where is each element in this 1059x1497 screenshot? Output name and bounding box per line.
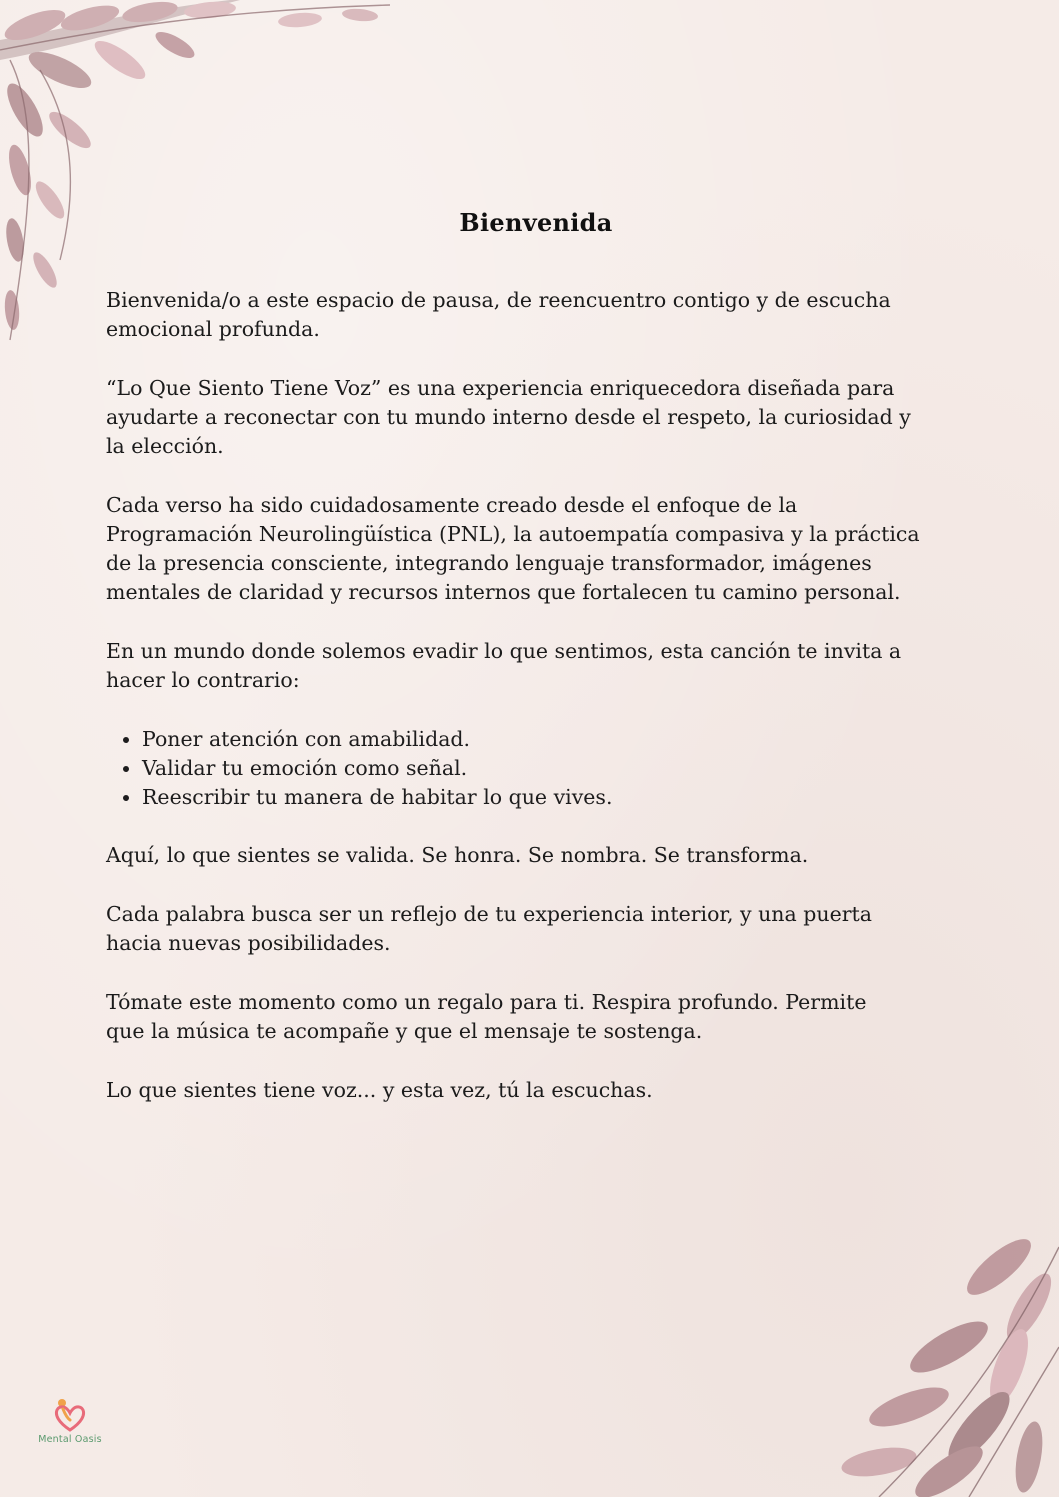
leaf-cluster-icon: [819, 1227, 1059, 1497]
list-item: • Validar tu emoción como señal.: [142, 754, 966, 783]
bullet-list: [106, 725, 966, 812]
paragraph: Cada verso ha sido cuidadosamente creado desde el enfoque de la Programación Neurolingüística (PNL), la autoempatía compasiva y la práctica de la presencia consciente, integrando lenguaje transformador, imágenes mentales de claridad y recursos internos que fortalecen tu camino personal.: [106, 493, 920, 604]
page-title: Bienvenida: [459, 208, 613, 237]
paragraph: Bienvenida/o a este espacio de pausa, de reencuentro contigo y de escucha emocional profunda.: [106, 288, 891, 341]
paragraph: Tómate este momento como un regalo para ti. Respira profundo. Permite que la música te acompañe y que el mensaje te sostenga.: [106, 990, 867, 1043]
heart-person-icon: [54, 1398, 86, 1432]
paragraph: En un mundo donde solemos evadir lo que sentimos, esta canción te invita a hacer lo contrario:: [106, 639, 902, 692]
paragraph: Aquí, lo que sientes se valida. Se honra. Se nombra. Se transforma.: [106, 843, 809, 867]
logo: [30, 1398, 110, 1450]
list-item: • Reescribir tu manera de habitar lo que vives.: [142, 783, 966, 812]
logo-label: Mental Oasis: [38, 1434, 102, 1445]
list-item: • Poner atención con amabilidad.: [142, 725, 966, 754]
paragraph: “Lo Que Siento Tiene Voz” es una experiencia enriquecedora diseñada para ayudarte a reconectar con tu mundo interno desde el respeto, la curiosidad y la elección.: [106, 376, 911, 458]
paragraph: Lo que sientes tiene voz... y esta vez, tú la escuchas.: [106, 1078, 653, 1102]
paragraph: Cada palabra busca ser un reflejo de tu experiencia interior, y una puerta hacia nuevas posibilidades.: [106, 902, 872, 955]
document-body: [106, 200, 966, 1135]
